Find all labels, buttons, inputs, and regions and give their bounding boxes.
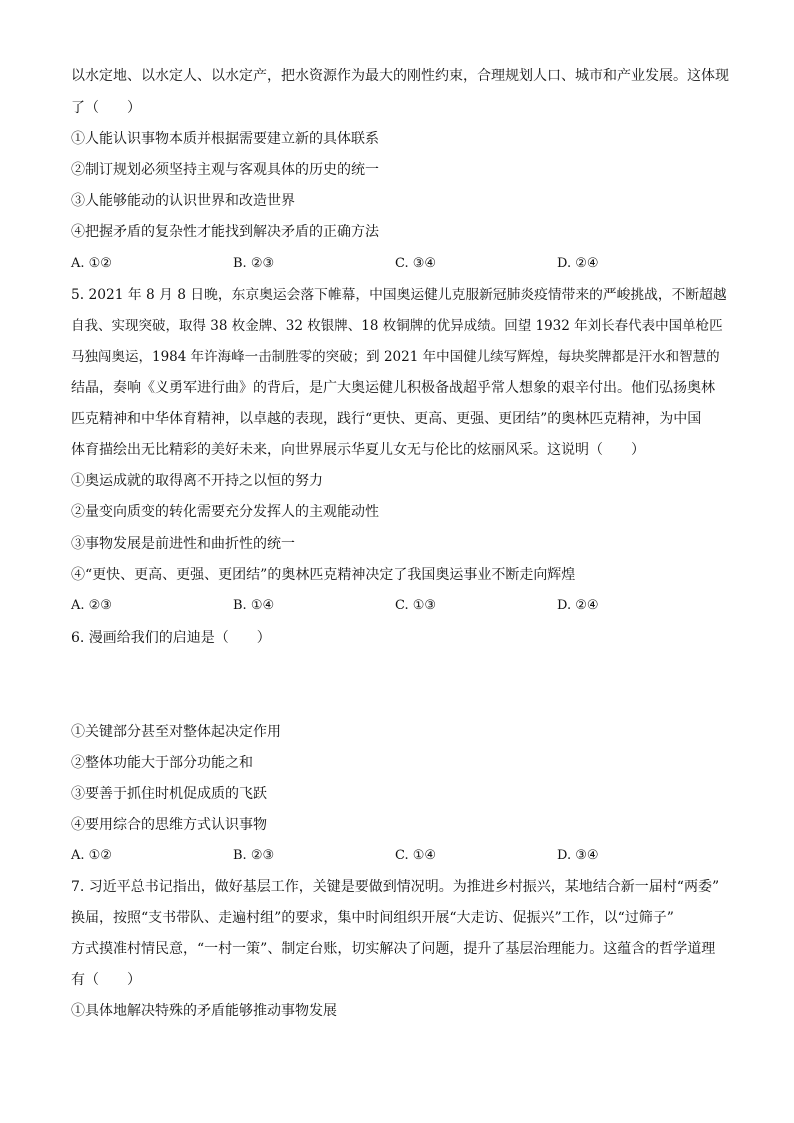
q5-option-c: C. ①③ <box>395 598 437 613</box>
q5-option-d: D. ②④ <box>557 598 599 613</box>
q4-item-2: ②制订规划必须坚持主观与客观具体的历史的统一 <box>71 162 379 178</box>
q5-stem-line-4: 结晶，奏响《义勇军进行曲》的背后，是广大奥运健儿积极备战超乎常人想象的艰辛付出。他们弘扬奥林 <box>71 380 715 396</box>
q7-item-1: ①具体地解决特殊的矛盾能够推动事物发展 <box>71 1003 337 1019</box>
q4-item-4: ④把握矛盾的复杂性才能找到解决矛盾的正确方法 <box>71 224 379 240</box>
q7-stem-line-2: 换届，按照“支书带队、走遍村组”的要求，集中时间组织开展“大走访、促振兴”工作，以“过筛子” <box>71 910 674 926</box>
q4-option-c: C. ③④ <box>395 256 437 271</box>
q5-option-a: A. ②③ <box>71 598 112 613</box>
q5-stem-line-2: 自我、实现突破，取得 38 枚金牌、32 枚银牌、18 枚铜牌的优异成绩。回望 1932 年刘长春代表中国单枪匹 <box>71 318 723 334</box>
q6-option-c: C. ①④ <box>395 848 437 863</box>
q6-option-a: A. ①② <box>71 848 112 863</box>
q5-stem-line-6: 体育描绘出无比精彩的美好未来，向世界展示华夏儿女无与伦比的炫丽风采。这说明（ ） <box>71 442 645 458</box>
q6-item-4: ④要用综合的思维方式认识事物 <box>71 817 267 833</box>
q6-item-2: ②整体功能大于部分功能之和 <box>71 755 253 771</box>
q6-item-1: ①关键部分甚至对整体起决定作用 <box>71 724 281 740</box>
q4-option-a: A. ①② <box>71 256 112 271</box>
q7-stem-line-4: 有（ ） <box>71 972 141 988</box>
q5-item-3: ③事物发展是前进性和曲折性的统一 <box>71 536 295 552</box>
q4-item-1: ①人能认识事物本质并根据需要建立新的具体联系 <box>71 131 379 147</box>
q5-stem-line-1: 5. 2021 年 8 月 8 日晚，东京奥运会落下帷幕，中国奥运健儿克服新冠肺炎疫情带来的严峻挑战，不断超越 <box>71 287 727 303</box>
q6-stem: 6. 漫画给我们的启迪是（ ） <box>71 630 271 646</box>
q5-item-4: ④“更快、更高、更强、更团结”的奥林匹克精神决定了我国奥运事业不断走向辉煌 <box>71 567 576 583</box>
q6-option-b: B. ②③ <box>233 848 275 863</box>
q6-item-3: ③要善于抓住时机促成质的飞跃 <box>71 786 267 802</box>
q5-stem-line-3: 马独闯奥运，1984 年许海峰一击制胜零的突破；到 2021 年中国健儿续写辉煌，每块奖牌都是汗水和智慧的 <box>71 349 720 365</box>
q4-stem-line-2: 了（ ） <box>71 100 141 116</box>
q5-options <box>71 596 731 616</box>
q5-item-1: ①奥运成就的取得离不开持之以恒的努力 <box>71 473 323 489</box>
q7-stem-line-3: 方式摸准村情民意，“一村一策”、制定台账，切实解决了问题，提升了基层治理能力。这蕴含的哲学道理 <box>71 941 716 957</box>
q5-item-2: ②量变向质变的转化需要充分发挥人的主观能动性 <box>71 504 379 520</box>
q6-option-d: D. ③④ <box>557 848 599 863</box>
q4-option-b: B. ②③ <box>233 256 275 271</box>
q4-options <box>71 254 731 274</box>
q7-stem-line-1: 7. 习近平总书记指出，做好基层工作，关键是要做到情况明。为推进乡村振兴，某地结合新一届村“两委” <box>71 879 720 895</box>
q6-options <box>71 846 731 866</box>
q4-item-3: ③人能够能动的认识世界和改造世界 <box>71 193 295 209</box>
q5-stem-line-5: 匹克精神和中华体育精神，以卓越的表现，践行“更快、更高、更强、更团结”的奥林匹克精神，为中国 <box>71 411 702 427</box>
q4-option-d: D. ②④ <box>557 256 599 271</box>
q4-stem-line-1: 以水定地、以水定人、以水定产，把水资源作为最大的刚性约束，合理规划人口、城市和产业发展。这体现 <box>71 68 729 84</box>
q5-option-b: B. ①④ <box>233 598 275 613</box>
